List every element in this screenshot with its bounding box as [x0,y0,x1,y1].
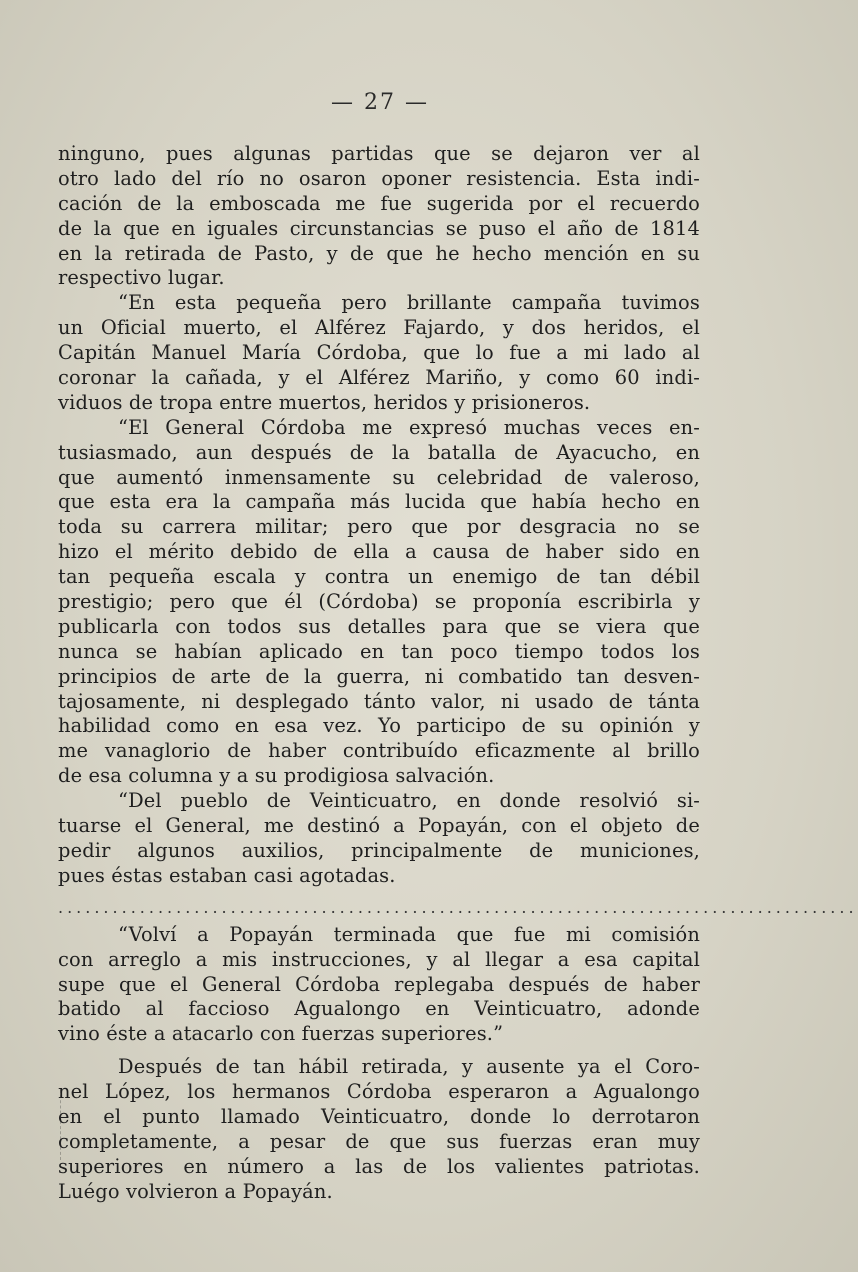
text-line: supe que el General Córdoba replegaba después de haber [58,972,700,996]
text-line: hizo el mérito debido de ella a causa de haber sido en [58,540,700,564]
body-text [58,142,858,1205]
text-line: tan pequeña escala y contra un enemigo de tan débil [58,565,700,589]
text-line: nel López, los hermanos Córdoba esperaron a Agualongo [58,1080,700,1104]
paragraph-3 [58,416,700,789]
text-line: vino éste a atacarlo con fuerzas superiores.” [58,1022,504,1046]
text-line: con arreglo a mis instrucciones, y al llegar a esa capital [58,947,700,971]
paragraph-5 [58,923,700,1047]
text-line: toda su carrera militar; pero que por desgracia no se [58,515,700,539]
text-line: un Oficial muerto, el Alférez Fajardo, y dos heridos, el [58,316,700,340]
paragraph-1 [58,142,700,291]
text-line: “El General Córdoba me expresó muchas veces en- [118,415,700,439]
page-edge-mark [0,1090,61,1160]
text-line: “Del pueblo de Veinticuatro, en donde resolvió si- [118,789,700,813]
text-line: en la retirada de Pasto, y de que he hecho mención en su [58,241,700,265]
ellipsis-separator: ........................................................................................ [58,897,858,917]
text-line: tusiasmado, aun después de la batalla de Ayacucho, en [58,440,700,464]
paragraph-2 [58,291,700,415]
text-line: de esa columna y a su prodigiosa salvación. [58,764,495,788]
text-line: otro lado del río no osaron oponer resistencia. Esta indi- [58,166,700,190]
text-line: respectivo lugar. [58,266,225,290]
text-line: que aumentó inmensamente su celebridad de valeroso, [58,465,700,489]
text-line: ninguno, pues algunas partidas que se dejaron ver al [58,142,700,165]
text-line: Luégo volvieron a Popayán. [58,1179,333,1203]
text-line: tuarse el General, me destinó a Popayán, con el objeto de [58,814,700,838]
text-line: me vanaglorio de haber contribuído eficazmente al brillo [58,739,700,763]
text-line: batido al faccioso Agualongo en Veinticuatro, adonde [58,997,700,1021]
text-line: superiores en número a las de los valientes patriotas. [58,1154,700,1178]
text-line: que esta era la campaña más lucida que había hecho en [58,490,700,514]
text-line: de la que en iguales circunstancias se puso el año de 1814 [58,216,700,240]
text-line: publicarla con todos sus detalles para que se viera que [58,614,700,638]
paragraph-4 [58,789,700,889]
text-line: “En esta pequeña pero brillante campaña tuvimos [118,291,700,315]
text-line: tajosamente, ni desplegado tánto valor, ni usado de tánta [58,689,700,713]
text-line: pedir algunos auxilios, principalmente de municiones, [58,838,700,862]
text-line: pues éstas estaban casi agotadas. [58,863,396,887]
paragraph-6 [58,1055,700,1204]
text-line: prestigio; pero que él (Córdoba) se proponía escribirla y [58,590,700,614]
text-line: habilidad como en esa vez. Yo participo de su opinión y [58,714,700,738]
text-line: Capitán Manuel María Córdoba, que lo fue a mi lado al [58,341,700,365]
text-line: viduos de tropa entre muertos, heridos y prisioneros. [58,390,591,414]
text-line: en el punto llamado Veinticuatro, donde lo derrotaron [58,1104,700,1128]
page-number: — 27 — [331,90,429,115]
text-line: Después de tan hábil retirada, y ausente ya el Coro- [118,1055,700,1079]
text-line: nunca se habían aplicado en tan poco tiempo todos los [58,639,700,663]
text-line: completamente, a pesar de que sus fuerzas eran muy [58,1129,700,1153]
text-line: cación de la emboscada me fue sugerida por el recuerdo [58,191,700,215]
text-line: “Volví a Popayán terminada que fue mi comisión [118,922,700,946]
text-line: principios de arte de la guerra, ni combatido tan desven- [58,664,700,688]
text-line: coronar la cañada, y el Alférez Mariño, y como 60 indi- [58,366,700,390]
